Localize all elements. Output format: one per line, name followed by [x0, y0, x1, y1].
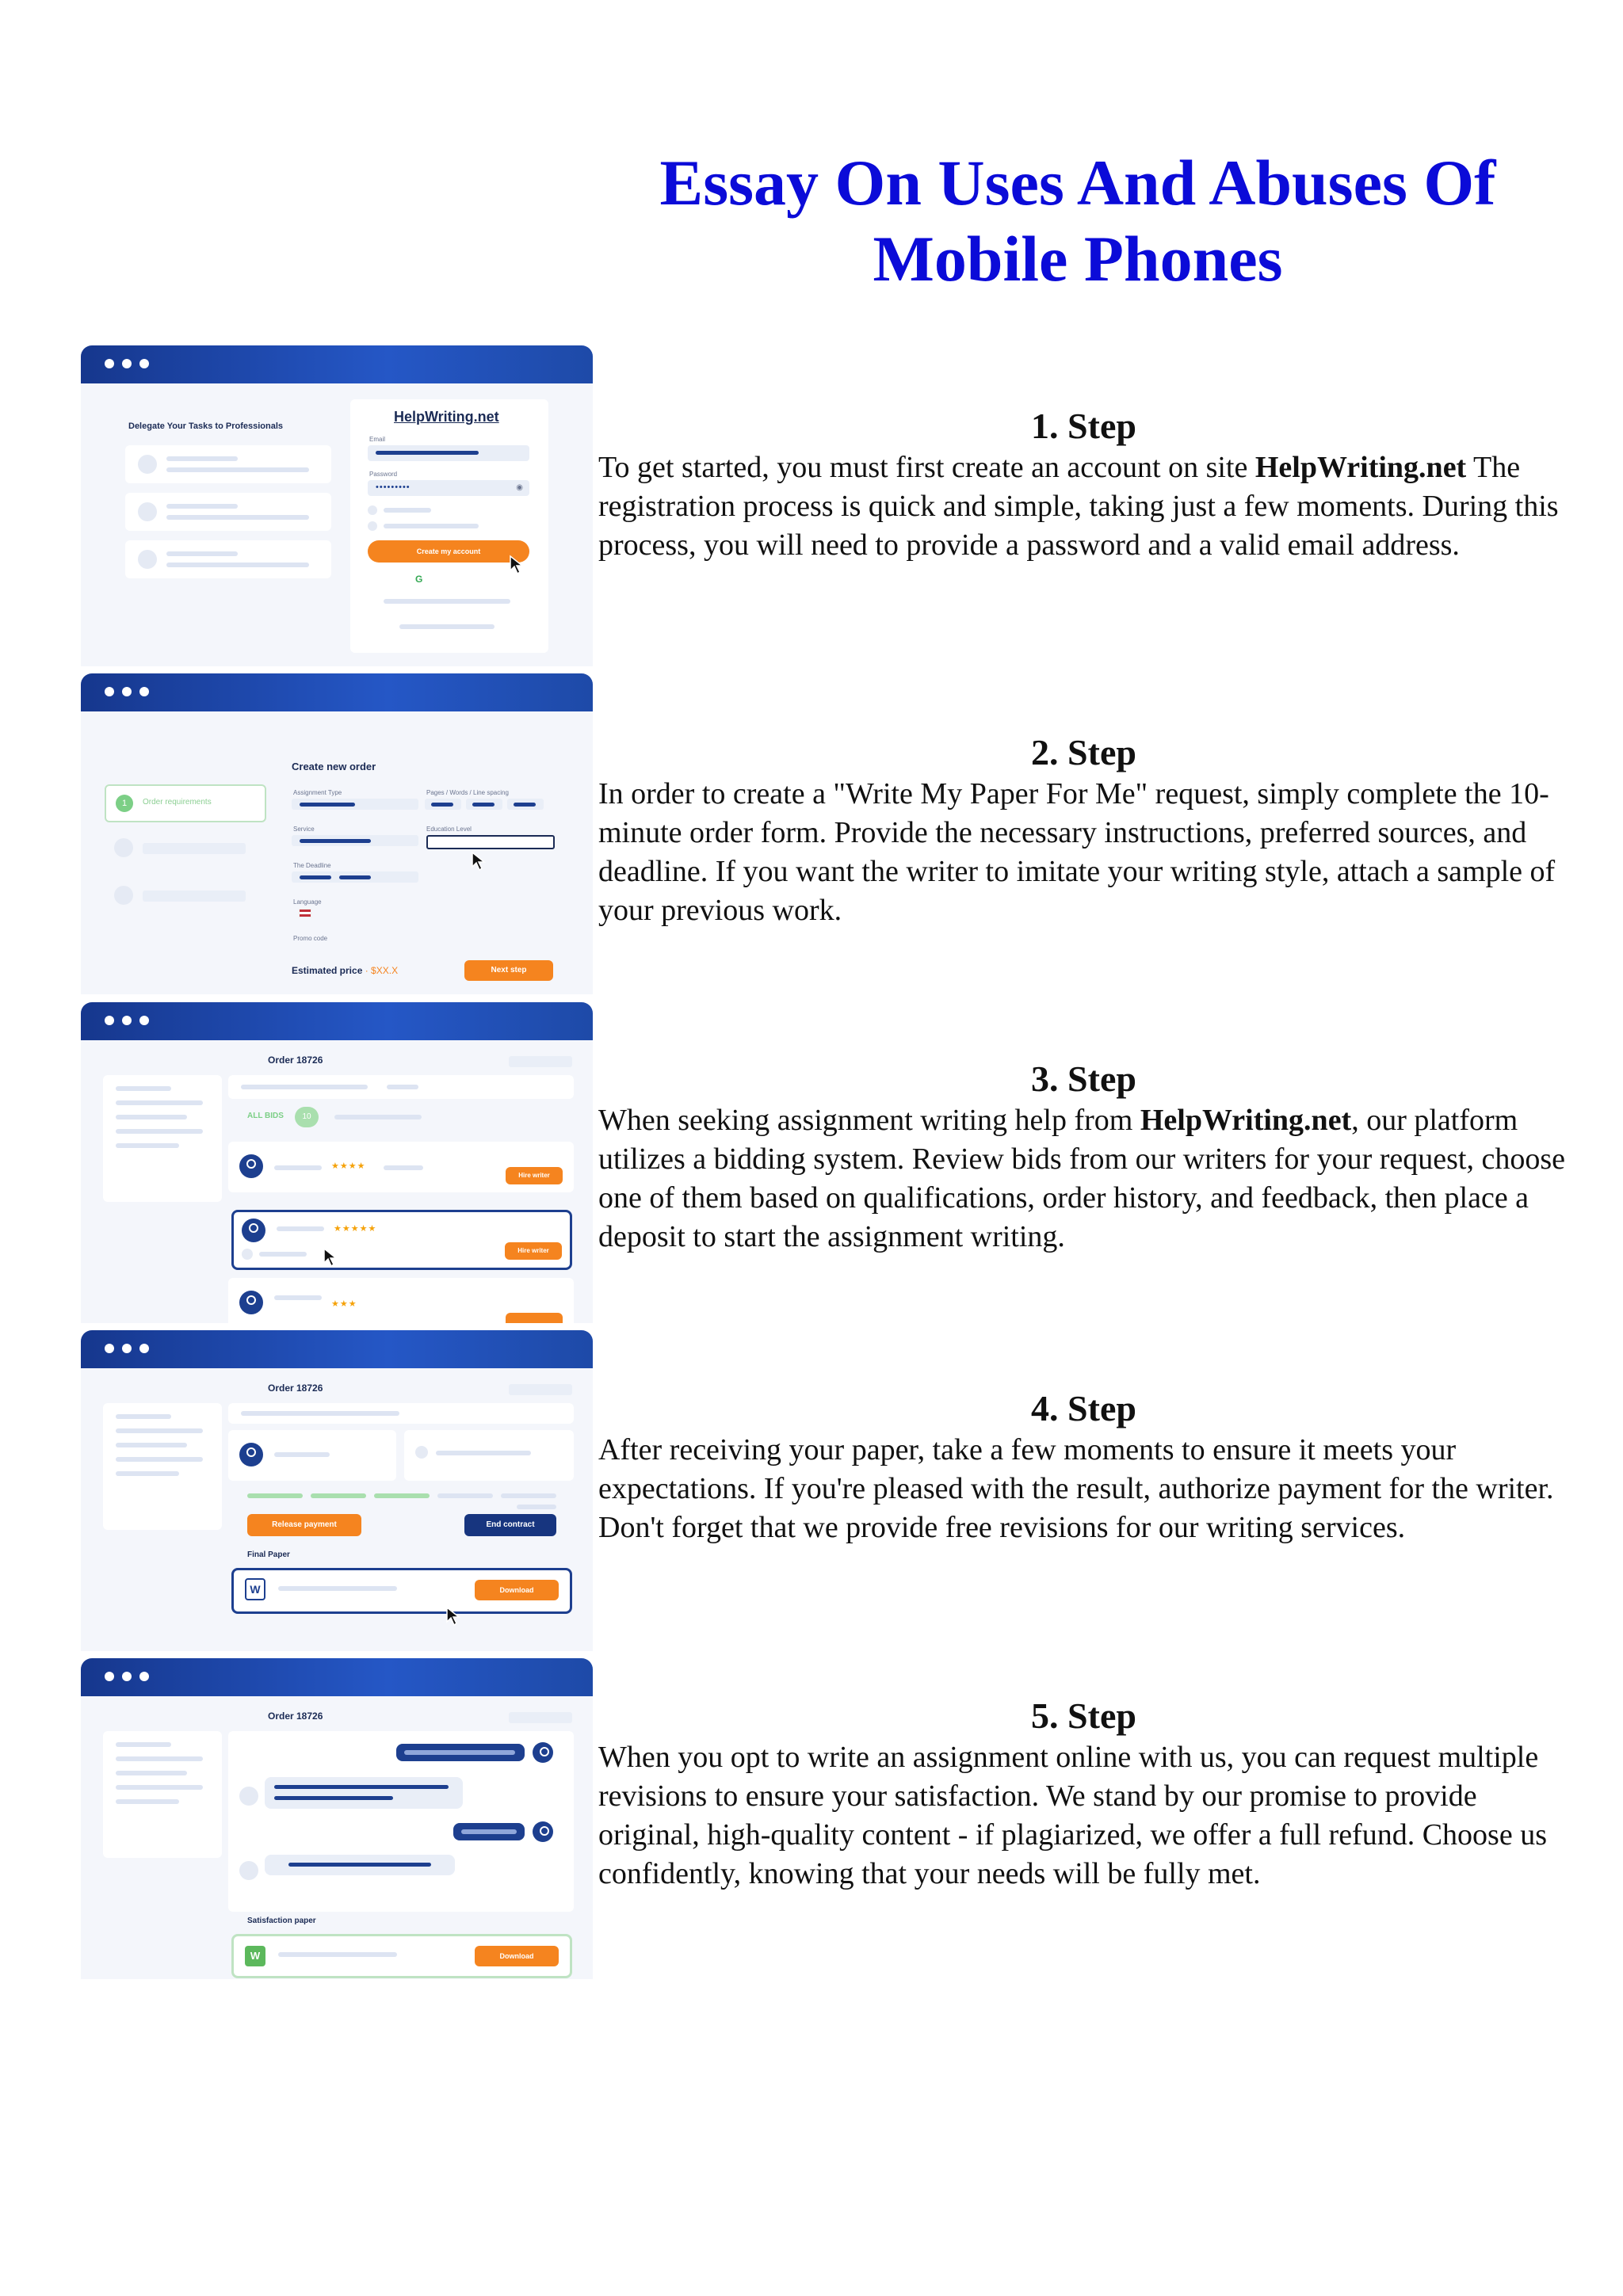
brand-name: HelpWriting.net	[1254, 451, 1467, 484]
step-number: 1	[116, 795, 133, 812]
education-level-select[interactable]	[426, 835, 555, 849]
order-number: Order 18726	[268, 1383, 323, 1394]
step-1	[598, 404, 1569, 565]
rating-stars: ★★★	[331, 1299, 357, 1309]
task-card	[125, 445, 331, 483]
avatar	[239, 1154, 263, 1178]
mockup-signup	[81, 345, 593, 666]
brand-name: HelpWriting.net	[1140, 1104, 1352, 1137]
window-dot-icon	[139, 1344, 149, 1353]
signup-form	[350, 399, 548, 653]
window-dot-icon	[139, 1016, 149, 1025]
cursor-icon	[471, 851, 488, 871]
rating-stars: ★★★★	[331, 1161, 366, 1171]
step-circle	[114, 838, 133, 857]
hire-writer-button[interactable]: Hire writer	[506, 1167, 563, 1184]
bid-card-selected[interactable]	[231, 1210, 572, 1270]
mockup-create-order	[81, 673, 593, 994]
step-heading: 1. Step	[1031, 406, 1136, 446]
window-dot-icon	[122, 1672, 132, 1681]
rating-stars: ★★★★★	[334, 1223, 377, 1234]
avatar	[239, 1787, 258, 1806]
password-label: Password	[369, 471, 398, 478]
window-dot-icon	[139, 1672, 149, 1681]
task-card	[125, 540, 331, 578]
window-dot-icon	[122, 687, 132, 696]
field-label: The Deadline	[293, 862, 331, 869]
all-bids-label: ALL BIDS	[247, 1112, 284, 1120]
browser-bar	[81, 1658, 593, 1696]
step-text: In order to create a "Write My Paper For Me" request, simply complete the 10-minute order form. Provide the necessary instructions, preferred sources, and deadline. If you want the writer to imitate your writing style, attach a sample of your previous work.	[598, 777, 1556, 927]
field-label: Promo code	[293, 935, 328, 942]
field-label: Language	[293, 898, 322, 906]
email-field[interactable]	[368, 445, 529, 461]
avatar	[533, 1742, 553, 1763]
form-heading: Create new order	[292, 761, 376, 772]
release-payment-button[interactable]: Release payment	[247, 1514, 361, 1536]
bid-card[interactable]	[228, 1278, 574, 1323]
order-sidebar	[103, 1403, 222, 1530]
field-label: Education Level	[426, 826, 472, 833]
writer-card	[228, 1430, 396, 1481]
window-dot-icon	[105, 687, 114, 696]
step-heading: 2. Step	[1031, 732, 1136, 772]
step-heading: 4. Step	[1031, 1388, 1136, 1428]
mockup-revisions	[81, 1658, 593, 1979]
mockup-final-paper	[81, 1330, 593, 1651]
final-paper-file[interactable]	[231, 1568, 572, 1614]
avatar	[239, 1443, 263, 1466]
window-dot-icon	[122, 1016, 132, 1025]
password-field[interactable]: ••••••••• ◉	[368, 480, 529, 496]
field-label: Pages / Words / Line spacing	[426, 789, 509, 796]
avatar	[533, 1821, 553, 1842]
avatar	[239, 1291, 263, 1314]
browser-bar	[81, 1002, 593, 1040]
cursor-icon	[323, 1247, 340, 1268]
bids-count-badge: 10	[295, 1107, 319, 1127]
chat-panel	[228, 1731, 574, 1912]
satisfaction-paper-file[interactable]	[231, 1934, 572, 1978]
window-dot-icon	[139, 359, 149, 368]
avatar	[242, 1219, 265, 1242]
us-flag-icon	[300, 910, 311, 917]
create-account-button[interactable]: Create my account	[368, 540, 529, 563]
field-label: Assignment Type	[293, 789, 342, 796]
hire-writer-button[interactable]: Hire writer	[505, 1242, 562, 1260]
checkbox[interactable]	[368, 521, 377, 531]
order-sidebar	[103, 1075, 222, 1202]
word-file-icon: W	[245, 1578, 265, 1600]
bid-card[interactable]	[228, 1142, 574, 1192]
google-icon[interactable]: G	[415, 574, 423, 585]
order-number: Order 18726	[268, 1055, 323, 1066]
sidebar-item-order-requirements[interactable]	[105, 784, 266, 822]
next-step-button[interactable]: Next step	[464, 960, 553, 981]
browser-bar	[81, 673, 593, 711]
download-button[interactable]: Download	[475, 1946, 559, 1966]
satisfaction-paper-label: Satisfaction paper	[247, 1917, 316, 1925]
step-heading: 3. Step	[1031, 1058, 1136, 1099]
final-paper-label: Final Paper	[247, 1550, 290, 1559]
estimated-price: Estimated price · $XX.X	[292, 965, 399, 976]
window-dot-icon	[105, 1016, 114, 1025]
order-details-row	[228, 1403, 574, 1424]
mock-heading: Delegate Your Tasks to Professionals	[128, 421, 284, 431]
window-dot-icon	[105, 1344, 114, 1353]
field-label: Service	[293, 826, 315, 833]
browser-bar	[81, 345, 593, 383]
window-dot-icon	[139, 687, 149, 696]
window-dot-icon	[105, 1672, 114, 1681]
browser-bar	[81, 1330, 593, 1368]
sidebar-item-label: Order requirements	[143, 798, 212, 807]
chat-bubble-outgoing	[453, 1823, 525, 1840]
info-card	[404, 1430, 574, 1481]
step-text: When you opt to write an assignment online with us, you can request multiple revisions to ensure your satisfaction. We stand by our promise to provide original, high-quality content - if plagiarized, we offer a full refund. Choose us confidently, knowing that your needs will be fully met.	[598, 1741, 1547, 1890]
eye-icon: ◉	[516, 483, 523, 492]
checkbox[interactable]	[368, 505, 377, 515]
email-label: Email	[369, 436, 386, 443]
download-button[interactable]: Download	[475, 1580, 559, 1600]
brand-logo: HelpWriting.net	[394, 409, 499, 425]
avatar	[239, 1861, 258, 1880]
chat-bubble-outgoing	[396, 1744, 525, 1761]
window-dot-icon	[122, 1344, 132, 1353]
step-text: To get started, you must first create an account on site HelpWriting.net The registration process is quick and simple, taking just a few moments. During this process, you will need to provide a password and a valid email address.	[598, 451, 1559, 562]
chat-bubble-incoming	[265, 1855, 455, 1875]
step-heading: 5. Step	[1031, 1695, 1136, 1736]
step-5	[598, 1694, 1569, 1894]
cursor-icon	[445, 1606, 463, 1627]
task-card	[125, 493, 331, 531]
step-text: After receiving your paper, take a few moments to ensure it meets your expectations. If you're pleased with the result, authorize payment for the writer. Don't forget that we provide free revisions for our writing services.	[598, 1433, 1554, 1544]
step-4	[598, 1386, 1569, 1547]
step-circle	[114, 886, 133, 905]
chat-bubble-incoming	[265, 1777, 463, 1809]
word-file-icon: W	[245, 1946, 265, 1966]
window-dot-icon	[105, 359, 114, 368]
end-contract-button[interactable]: End contract	[464, 1514, 556, 1536]
window-dot-icon	[122, 359, 132, 368]
page-title: Essay On Uses And Abuses Of Mobile Phones	[659, 146, 1496, 295]
cursor-icon	[509, 555, 526, 575]
order-details-row	[228, 1075, 574, 1099]
mockup-bids	[81, 1002, 593, 1323]
step-2	[598, 730, 1569, 930]
step-3	[598, 1057, 1569, 1257]
step-text: When seeking assignment writing help from HelpWriting.net, our platform utilizes a bidding system. Review bids from our writers for your request, choose one of them based on qualifications, order history, and feedback, then place a deposit to start the assignment writing.	[598, 1104, 1565, 1253]
hire-writer-button[interactable]	[506, 1313, 563, 1323]
order-sidebar	[103, 1731, 222, 1858]
order-number: Order 18726	[268, 1711, 323, 1722]
